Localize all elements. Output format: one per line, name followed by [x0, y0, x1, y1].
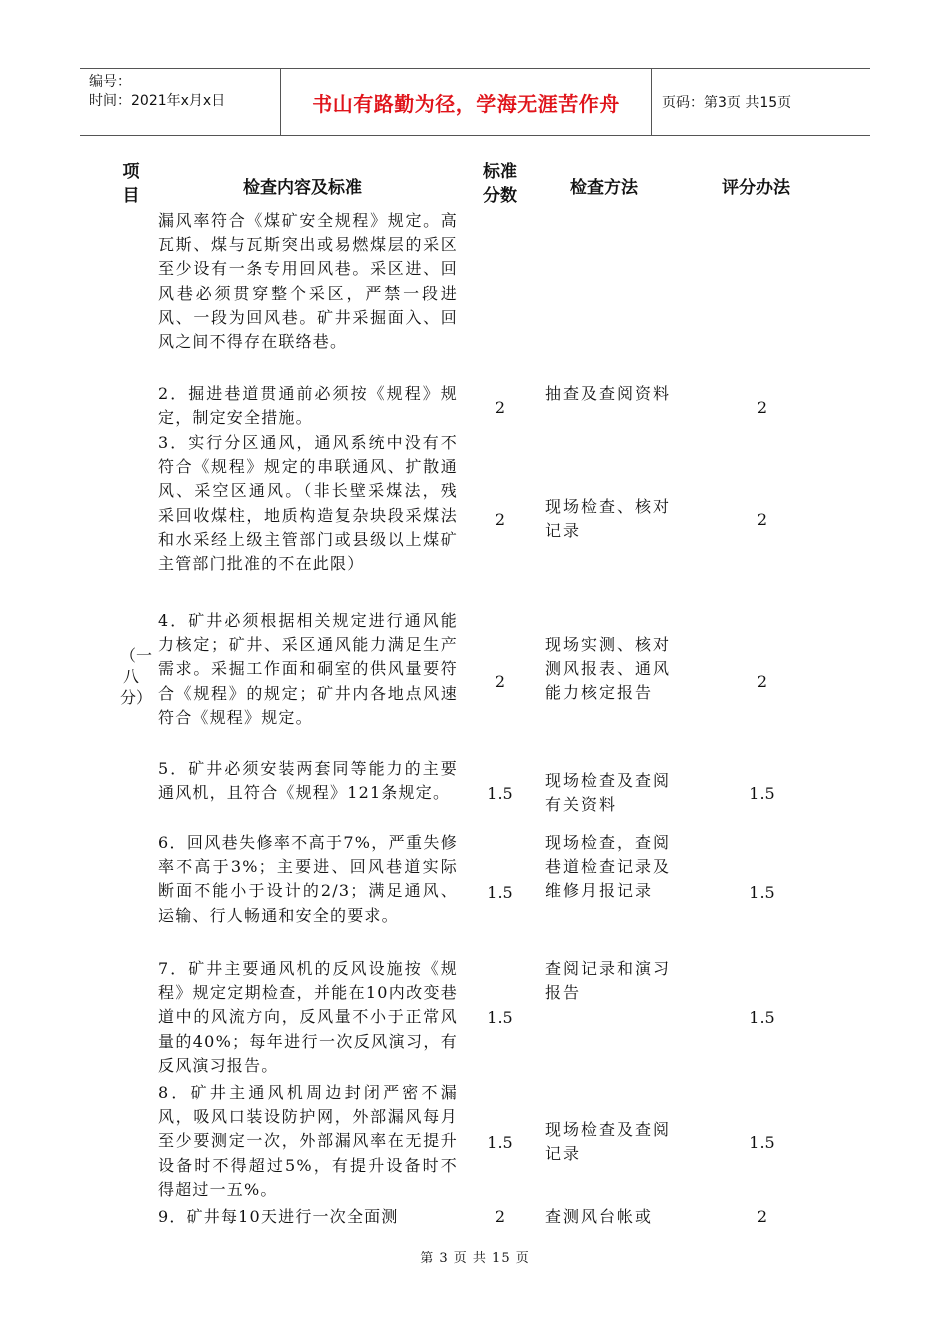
table-row-score: 2 [494, 672, 506, 691]
col-header-item: 项目 [122, 162, 140, 206]
table-row-content: 9．矿井每10天进行一次全面测 [158, 1207, 399, 1226]
col-header-method: 检查方法 [570, 178, 638, 198]
table-row-score: 1.5 [487, 1133, 513, 1152]
table-row-score: 2 [494, 1207, 506, 1226]
table-row-scoring: 1.5 [749, 1133, 775, 1152]
number-label: 编号： [89, 74, 131, 90]
table-row-scoring: 1.5 [749, 883, 775, 902]
table-row-scoring: 1.5 [749, 784, 775, 803]
header-meta [80, 69, 281, 135]
table-row-score: 1.5 [487, 784, 513, 803]
col-header-score: 标准分数 [483, 162, 517, 206]
table-row-score: 1.5 [487, 1008, 513, 1027]
time-label: 时间：2021年x月x日 [89, 93, 226, 109]
table-row-score: 2 [494, 510, 506, 529]
table-row-content: 5．矿井必须安装两套同等能力的主要通风机，且符合《规程》121条规定。 [158, 759, 458, 803]
page-header [80, 68, 870, 136]
table-row-method: 现场检查及查阅有关资料 [545, 771, 672, 815]
table-row-scoring: 2 [756, 1207, 768, 1226]
col-header-content: 检查内容及标准 [243, 178, 362, 198]
table-row-method: 查阅记录和演习报告 [545, 959, 672, 1003]
table-row-method: 现场检查，查阅巷道检查记录及维修月报记录 [545, 833, 672, 901]
table-row-score: 1.5 [487, 883, 513, 902]
table-row-method: 查测风台帐或 [545, 1207, 654, 1226]
header-motto: 书山有路勤为径，学海无涯苦作舟 [281, 69, 652, 135]
table-row-content: 4．矿井必须根据相关规定进行通风能力核定；矿井、采区通风能力满足生产需求。采掘工作面和硐室的供风量要符合《规程》的规定；矿井内各地点风速符合《规程》规定。 [158, 611, 458, 727]
table-row-method: 现场实测、核对测风报表、通风能力核定报告 [545, 635, 672, 703]
table-row-content: 6．回风巷失修率不高于7%，严重失修率不高于3%；主要进、回风巷道实际断面不能小于设计的2/3；满足通风、运输、行人畅通和安全的要求。 [158, 833, 458, 925]
table-row-content: 漏风率符合《煤矿安全规程》规定。高瓦斯、煤与瓦斯突出或易燃煤层的采区至少设有一条专用回风巷。采区进、回风巷必须贯穿整个采区，严禁一段进风、一段为回风巷。矿井采掘面入、回风之间不得存在联络巷。 [158, 211, 458, 352]
header-page-info: 页码：第3页 共15页 [662, 95, 792, 111]
table-row-method: 现场检查、核对记录 [545, 497, 672, 541]
item-label: （一八分） [120, 646, 153, 707]
table-row-content: 2．掘进巷道贯通前必须按《规程》规定，制定安全措施。 [158, 384, 458, 428]
table-row-score: 2 [494, 398, 506, 417]
page-footer: 第 3 页 共 15 页 [420, 1251, 530, 1266]
table-row-method: 抽查及查阅资料 [545, 384, 672, 403]
table-row-content: 8．矿井主通风机周边封闭严密不漏风，吸风口装设防护网，外部漏风每月至少要测定一次，外部漏风率在无提升设备时不得超过5%，有提升设备时不得超过一五%。 [158, 1083, 458, 1199]
table-row-scoring: 2 [756, 510, 768, 529]
table-row-content: 3．实行分区通风，通风系统中没有不符合《规程》规定的串联通风、扩散通风、采空区通风。（非长壁采煤法，残采回收煤柱，地质构造复杂块段采煤法和水采经上级主管部门或县级以上煤矿主管部门批准的不在此限） [158, 433, 458, 574]
table-row-method: 现场检查及查阅记录 [545, 1120, 672, 1164]
table-row-scoring: 1.5 [749, 1008, 775, 1027]
table-row-scoring: 2 [756, 672, 768, 691]
col-header-scoring: 评分办法 [722, 178, 790, 198]
table-row-scoring: 2 [756, 398, 768, 417]
table-row-content: 7．矿井主要通风机的反风设施按《规程》规定定期检查，并能在10内改变巷道中的风流方向，反风量不小于正常风量的40%；每年进行一次反风演习，有反风演习报告。 [158, 959, 458, 1075]
